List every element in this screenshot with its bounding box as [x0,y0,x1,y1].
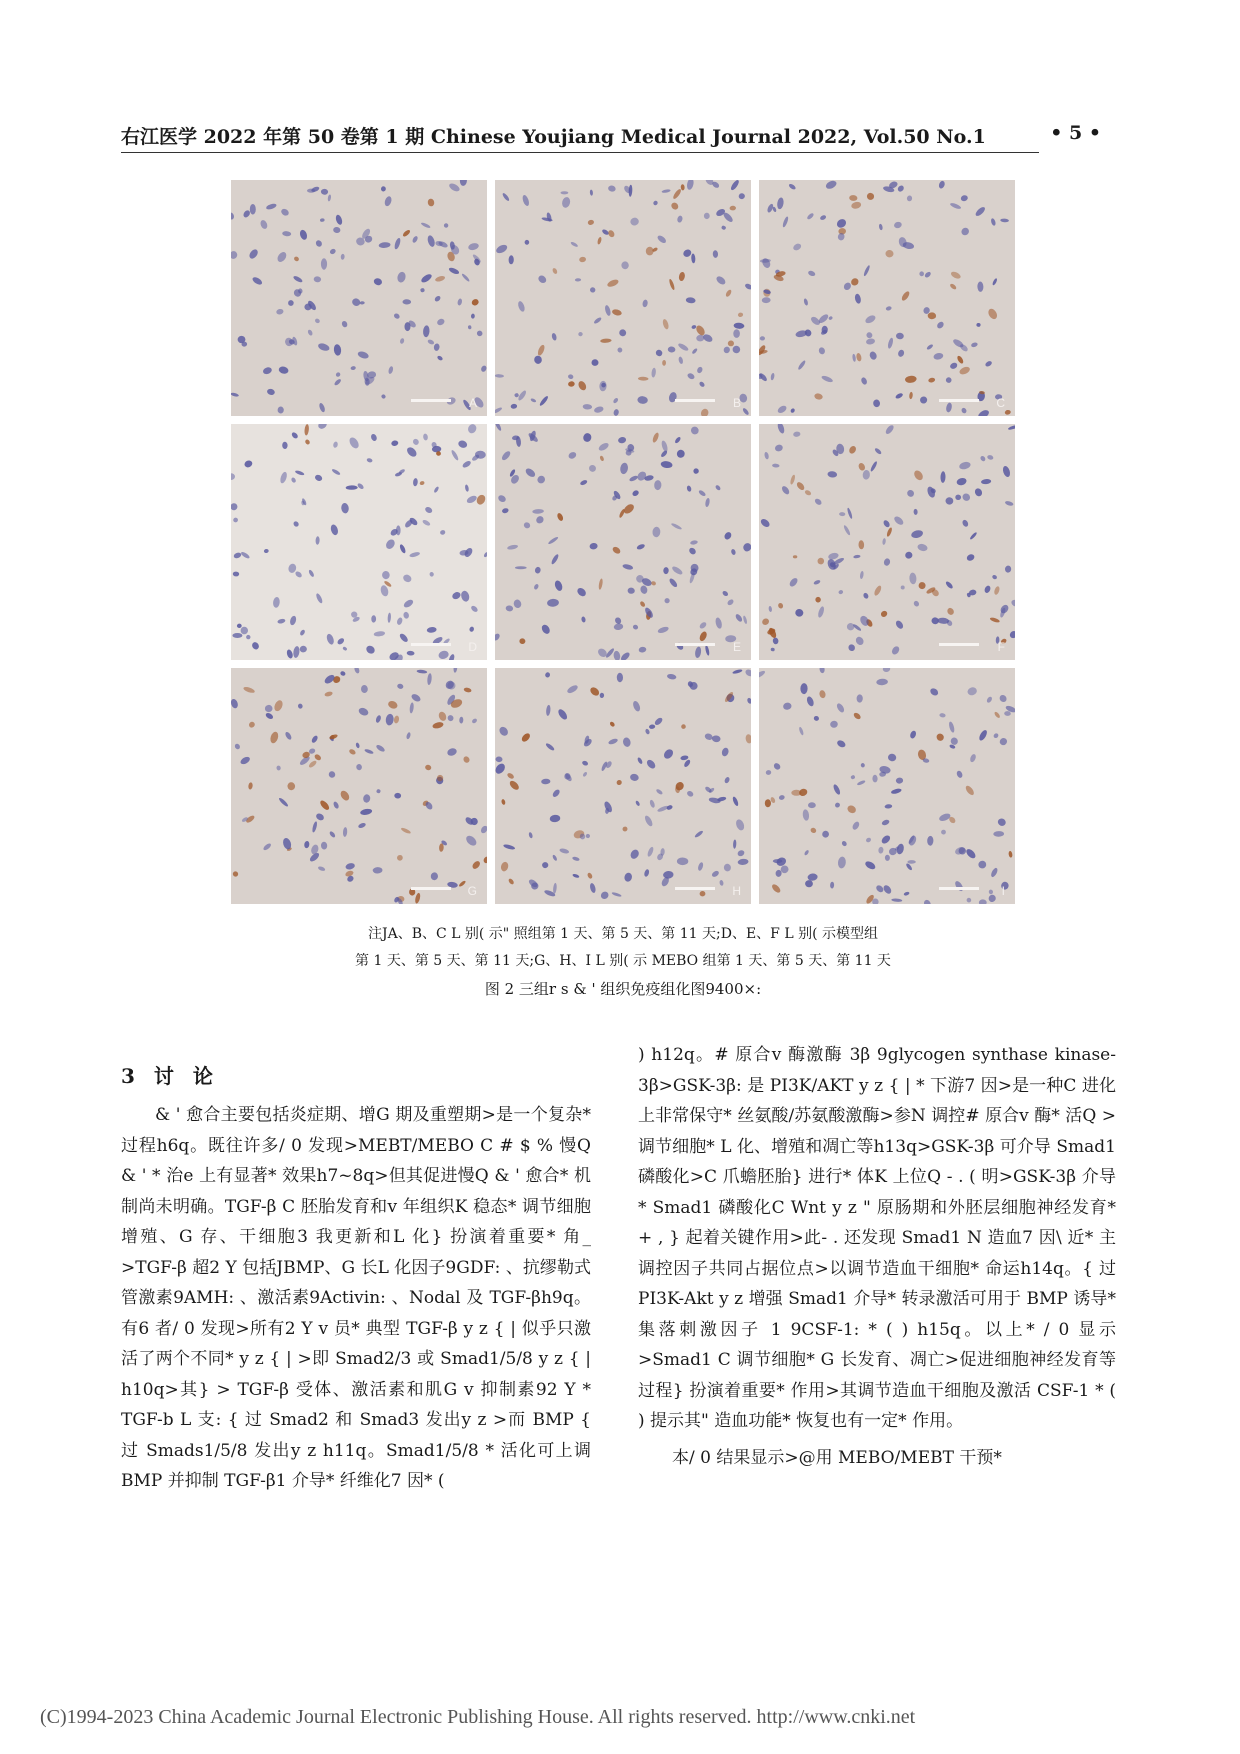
micrograph-image [495,668,751,904]
header-rule [121,152,1039,153]
panel-label: E [732,640,741,654]
scale-bar [939,399,979,402]
scale-bar [411,887,451,890]
scale-bar [939,887,979,890]
micrograph-panel-d [231,424,487,660]
panel-label: B [732,396,741,410]
micrograph-panel-e [495,424,751,660]
micrograph-panel-a [231,180,487,416]
body-paragraph: & ' 愈合主要包括炎症期、增G 期及重塑期>是一个复杂* 过程h6q。既往许多/ 0 发现>MEBT/MEBO C # $ % 慢Q & ' * 治e 上有显著* 效果h7~8q>但其促进慢Q & ' 愈合* 机制尚未明确。TGF-β C 胚胎发育和v 年组织K 稳态* 调节细胞增殖、G 存、干细胞3 我更新和L 化} 扮演着重要* 角_ >TGF-β 超2 Y 包括JBMP、G 长L 化因子9GDF: 、抗缪勒式管激素9AMH: 、激活素9Activin: 、Nodal 及 TGF-βh9q。有6 者/ 0 发现>所有2 Y v 员* 典型 TGF-β y z { | 似乎只激活了两个不同* y z { | >即 Smad2/3 或 Smad1/5/8 y z { | h10q>其} > TGF-β 受体、激活素和肌G v 抑制素92 Y * TGF-b L 支: { 过 Smad2 和 Smad3 发出y z >而 BMP { 过 Smads1/5/8 发出y z h11q。Smad1/5/8 * 活化可上调 BMP 并抑制 TGF-β1 介导* 纤维化7 因* ( [121,1105,591,1491]
micrograph-image [231,668,487,904]
panel-label: H [732,884,741,898]
figure-note-line-2: 第 1 天、第 5 天、第 11 天;G、H、I L 别( 示 MEBO 组第 1 天、第 5 天、第 11 天 [355,953,891,969]
right-column [638,1040,1116,1473]
micrograph-image [231,180,487,416]
micrograph-image [495,180,751,416]
left-column [121,1100,591,1497]
micrograph-image [759,668,1015,904]
journal-line: 右江医学 2022 年第 50 卷第 1 期 Chinese Youjiang Medical Journal 2022, Vol.50 No.1 [121,126,986,148]
copyright-footer: (C)1994-2023 China Academic Journal Electronic Publishing House. All rights reserved. http://www.cnki.net [40,1706,916,1728]
panel-label: G [467,884,477,898]
micrograph-panel-c [759,180,1015,416]
body-paragraph: 本/ 0 结果显示>@用 MEBO/MEBT 干预* [672,1447,1002,1468]
scale-bar [411,399,451,402]
section-heading: 3 讨 论 [121,1064,219,1088]
panel-label: I [1001,884,1005,898]
panel-label: D [468,640,477,654]
micrograph-panel-g [231,668,487,904]
micrograph-image [495,424,751,660]
scale-bar [939,643,979,646]
micrograph-panel-b [495,180,751,416]
micrograph-panel-h [495,668,751,904]
page-number: • 5 • [1050,122,1101,144]
scale-bar [675,643,715,646]
micrograph-panel-i [759,668,1015,904]
scale-bar [675,399,715,402]
running-header [121,122,1101,152]
body-paragraph: ) h12q。# 原合v 酶激酶 3β 9glycogen synthase kinase-3β>GSK-3β: 是 PI3K/AKT y z { | * 下游7 因>是一种C 进化上非常保守* 丝氨酸/苏氨酸激酶>参N 调控# 原合v 酶* 活Q >调节细胞* L 化、增殖和凋亡等h13q>GSK-3β 可介导 Smad1 磷酸化>C 爪蟾胚胎} 进行* 体K 上位Q - . ( 明>GSK-3β 介导* Smad1 磷酸化C Wnt y z " 原肠期和外胚层细胞神经发育* + , } 起着关键作用>此- . 还发现 Smad1 N 造血7 因\ 近* 主调控因子共同占据位点>以调节造血干细胞* 命运h14q。{ 过 PI3K-Akt y z 增强 Smad1 介导* 转录激活可用于 BMP 诱导* 集落刺激因子 1 9CSF-1: * ( ) h15q。以上* / 0 显示>Smad1 C 调节细胞* G 长发育、凋亡>促进细胞神经发育等过程} 扮演着重要* 作用>其调节造血干细胞及激活 CSF-1 * ( ) 提示其" 造血功能* 恢复也有一定* 作用。 [638,1045,1116,1431]
panel-label: C [996,396,1005,410]
figure-title: 图 2 三组r s & ' 组织免疫组化图9400×: [484,980,762,998]
micrograph-panel-f [759,424,1015,660]
panel-label: F [997,640,1005,654]
micrograph-image [759,180,1015,416]
figure-note-line-1: 注JA、B、C L 别( 示" 照组第 1 天、第 5 天、第 11 天;D、E、F L 别( 示模型组 [367,926,879,942]
ihc-figure [231,180,1015,908]
scale-bar [411,643,451,646]
scale-bar [675,887,715,890]
panel-label: A [468,396,477,410]
micrograph-image [231,424,487,660]
micrograph-image [759,424,1015,660]
